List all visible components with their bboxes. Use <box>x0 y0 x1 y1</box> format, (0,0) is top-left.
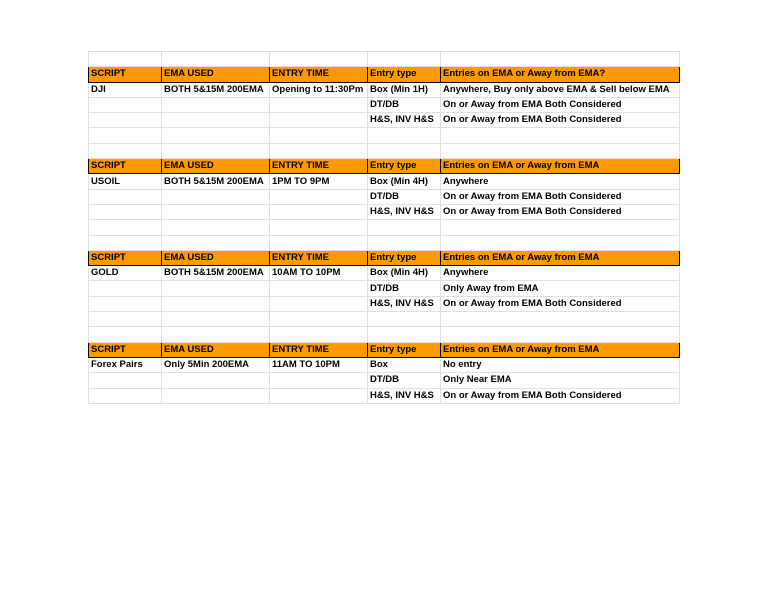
header-cell-ema-used[interactable]: EMA USED <box>162 159 270 174</box>
cell-entry-time[interactable] <box>270 189 368 204</box>
cell-entries[interactable]: Anywhere <box>441 266 680 281</box>
header-cell-ema-used[interactable]: EMA USED <box>162 67 270 82</box>
cell-script[interactable] <box>89 388 162 403</box>
cell-entries[interactable]: On or Away from EMA Both Considered <box>441 97 680 112</box>
header-cell-script[interactable]: SCRIPT <box>89 67 162 82</box>
cell[interactable] <box>441 128 680 143</box>
cell[interactable] <box>441 327 680 342</box>
cell[interactable] <box>270 312 368 327</box>
cell-script[interactable]: USOIL <box>89 174 162 189</box>
table-row <box>89 266 680 281</box>
empty-row <box>89 143 680 158</box>
cell[interactable] <box>270 235 368 250</box>
header-cell-entries[interactable]: Entries on EMA or Away from EMA <box>441 250 680 265</box>
cell-entries[interactable]: No entry <box>441 357 680 372</box>
cell[interactable] <box>162 220 270 235</box>
cell-entry-time[interactable] <box>270 388 368 403</box>
cell-ema-used[interactable]: BOTH 5&15M 200EMA <box>162 174 270 189</box>
header-cell-ema-used[interactable]: EMA USED <box>162 250 270 265</box>
cell-entry-time[interactable] <box>270 296 368 311</box>
cell[interactable] <box>368 327 441 342</box>
cell-entry-time[interactable]: Opening to 11:30Pm <box>270 82 368 97</box>
cell-entry-type[interactable]: Box (Min 1H) <box>368 82 441 97</box>
table-row <box>89 189 680 204</box>
header-cell-entries[interactable]: Entries on EMA or Away from EMA? <box>441 67 680 82</box>
header-cell-entry-time[interactable]: ENTRY TIME <box>270 159 368 174</box>
cell-entries[interactable]: On or Away from EMA Both Considered <box>441 113 680 128</box>
cell[interactable] <box>441 52 680 67</box>
header-cell-entries[interactable]: Entries on EMA or Away from EMA <box>441 159 680 174</box>
cell-script[interactable] <box>89 113 162 128</box>
cell-entry-type[interactable]: Box (Min 4H) <box>368 266 441 281</box>
empty-row <box>89 312 680 327</box>
table-row <box>89 281 680 296</box>
cell-script[interactable] <box>89 97 162 112</box>
cell-entry-time[interactable]: 10AM TO 10PM <box>270 266 368 281</box>
cell[interactable] <box>368 128 441 143</box>
cell-entry-type[interactable]: H&S, INV H&S <box>368 113 441 128</box>
header-row-forex <box>89 342 680 357</box>
cell-entries[interactable]: Anywhere <box>441 174 680 189</box>
cell[interactable] <box>89 143 162 158</box>
cell-entries[interactable]: Only Away from EMA <box>441 281 680 296</box>
cell-ema-used[interactable] <box>162 296 270 311</box>
spreadsheet-table <box>88 51 680 404</box>
empty-row <box>89 327 680 342</box>
cell-ema-used[interactable] <box>162 97 270 112</box>
cell-script[interactable] <box>89 281 162 296</box>
table-row <box>89 174 680 189</box>
table-body <box>89 52 680 404</box>
cell-entry-type[interactable]: Box <box>368 357 441 372</box>
cell-entry-time[interactable] <box>270 373 368 388</box>
header-cell-script[interactable]: SCRIPT <box>89 342 162 357</box>
cell[interactable] <box>441 220 680 235</box>
cell-script[interactable]: DJI <box>89 82 162 97</box>
cell-ema-used[interactable]: Only 5Min 200EMA <box>162 357 270 372</box>
header-cell-entry-type[interactable]: Entry type <box>368 342 441 357</box>
cell[interactable] <box>368 143 441 158</box>
cell-entry-time[interactable] <box>270 204 368 219</box>
cell[interactable] <box>270 52 368 67</box>
header-row-usoil <box>89 159 680 174</box>
cell[interactable] <box>441 143 680 158</box>
table-row <box>89 82 680 97</box>
cell-script[interactable] <box>89 373 162 388</box>
cell[interactable] <box>368 52 441 67</box>
header-cell-entry-type[interactable]: Entry type <box>368 250 441 265</box>
cell-script[interactable]: Forex Pairs <box>89 357 162 372</box>
cell[interactable] <box>162 128 270 143</box>
header-cell-ema-used[interactable]: EMA USED <box>162 342 270 357</box>
cell-entry-time[interactable]: 11AM TO 10PM <box>270 357 368 372</box>
header-cell-entry-type[interactable]: Entry type <box>368 159 441 174</box>
cell-script[interactable] <box>89 296 162 311</box>
cell-entry-type[interactable]: H&S, INV H&S <box>368 388 441 403</box>
table-row <box>89 97 680 112</box>
cell[interactable] <box>162 312 270 327</box>
table-row <box>89 113 680 128</box>
cell[interactable] <box>162 143 270 158</box>
empty-row <box>89 235 680 250</box>
cell[interactable] <box>89 128 162 143</box>
table-row <box>89 388 680 403</box>
cell-entry-type[interactable]: DT/DB <box>368 373 441 388</box>
header-cell-entries[interactable]: Entries on EMA or Away from EMA <box>441 342 680 357</box>
cell-ema-used[interactable] <box>162 113 270 128</box>
cell-ema-used[interactable] <box>162 204 270 219</box>
cell-entry-type[interactable]: DT/DB <box>368 97 441 112</box>
cell-entry-time[interactable]: 1PM TO 9PM <box>270 174 368 189</box>
header-cell-entry-time[interactable]: ENTRY TIME <box>270 250 368 265</box>
cell[interactable] <box>270 143 368 158</box>
cell[interactable] <box>89 327 162 342</box>
cell-script[interactable] <box>89 189 162 204</box>
cell[interactable] <box>89 52 162 67</box>
cell[interactable] <box>441 235 680 250</box>
cell[interactable] <box>162 235 270 250</box>
cell-ema-used[interactable] <box>162 189 270 204</box>
cell[interactable] <box>89 220 162 235</box>
cell-entry-type[interactable]: H&S, INV H&S <box>368 296 441 311</box>
cell-ema-used[interactable] <box>162 373 270 388</box>
cell[interactable] <box>368 220 441 235</box>
cell-entry-type[interactable]: DT/DB <box>368 189 441 204</box>
cell-entry-type[interactable]: H&S, INV H&S <box>368 204 441 219</box>
cell-ema-used[interactable] <box>162 281 270 296</box>
header-cell-script[interactable]: SCRIPT <box>89 250 162 265</box>
cell-ema-used[interactable]: BOTH 5&15M 200EMA <box>162 266 270 281</box>
header-cell-script[interactable]: SCRIPT <box>89 159 162 174</box>
table-row <box>89 357 680 372</box>
cell[interactable] <box>162 52 270 67</box>
cell-entry-time[interactable] <box>270 97 368 112</box>
cell[interactable] <box>368 312 441 327</box>
cell-entry-type[interactable]: Box (Min 4H) <box>368 174 441 189</box>
table-row <box>89 373 680 388</box>
cell-entries[interactable]: Anywhere, Buy only above EMA & Sell below EMA <box>441 82 680 97</box>
cell[interactable] <box>270 327 368 342</box>
cell[interactable] <box>89 235 162 250</box>
cell[interactable] <box>368 235 441 250</box>
cell[interactable] <box>270 128 368 143</box>
cell[interactable] <box>441 312 680 327</box>
cell[interactable] <box>162 327 270 342</box>
cell-entries[interactable]: On or Away from EMA Both Considered <box>441 189 680 204</box>
empty-row <box>89 52 680 67</box>
cell-entries[interactable]: Only Near EMA <box>441 373 680 388</box>
cell[interactable] <box>89 312 162 327</box>
empty-row <box>89 128 680 143</box>
cell[interactable] <box>270 220 368 235</box>
cell-entry-type[interactable]: DT/DB <box>368 281 441 296</box>
header-row-gold <box>89 250 680 265</box>
cell-ema-used[interactable] <box>162 388 270 403</box>
header-cell-entry-time[interactable]: ENTRY TIME <box>270 67 368 82</box>
header-cell-entry-type[interactable]: Entry type <box>368 67 441 82</box>
table-row <box>89 204 680 219</box>
cell-script[interactable]: GOLD <box>89 266 162 281</box>
cell-script[interactable] <box>89 204 162 219</box>
cell-entries[interactable]: On or Away from EMA Both Considered <box>441 204 680 219</box>
empty-row <box>89 220 680 235</box>
cell-entry-time[interactable] <box>270 113 368 128</box>
header-cell-entry-time[interactable]: ENTRY TIME <box>270 342 368 357</box>
table-row <box>89 296 680 311</box>
header-row-dji <box>89 67 680 82</box>
cell-entries[interactable]: On or Away from EMA Both Considered <box>441 388 680 403</box>
cell-ema-used[interactable]: BOTH 5&15M 200EMA <box>162 82 270 97</box>
cell-entry-time[interactable] <box>270 281 368 296</box>
cell-entries[interactable]: On or Away from EMA Both Considered <box>441 296 680 311</box>
